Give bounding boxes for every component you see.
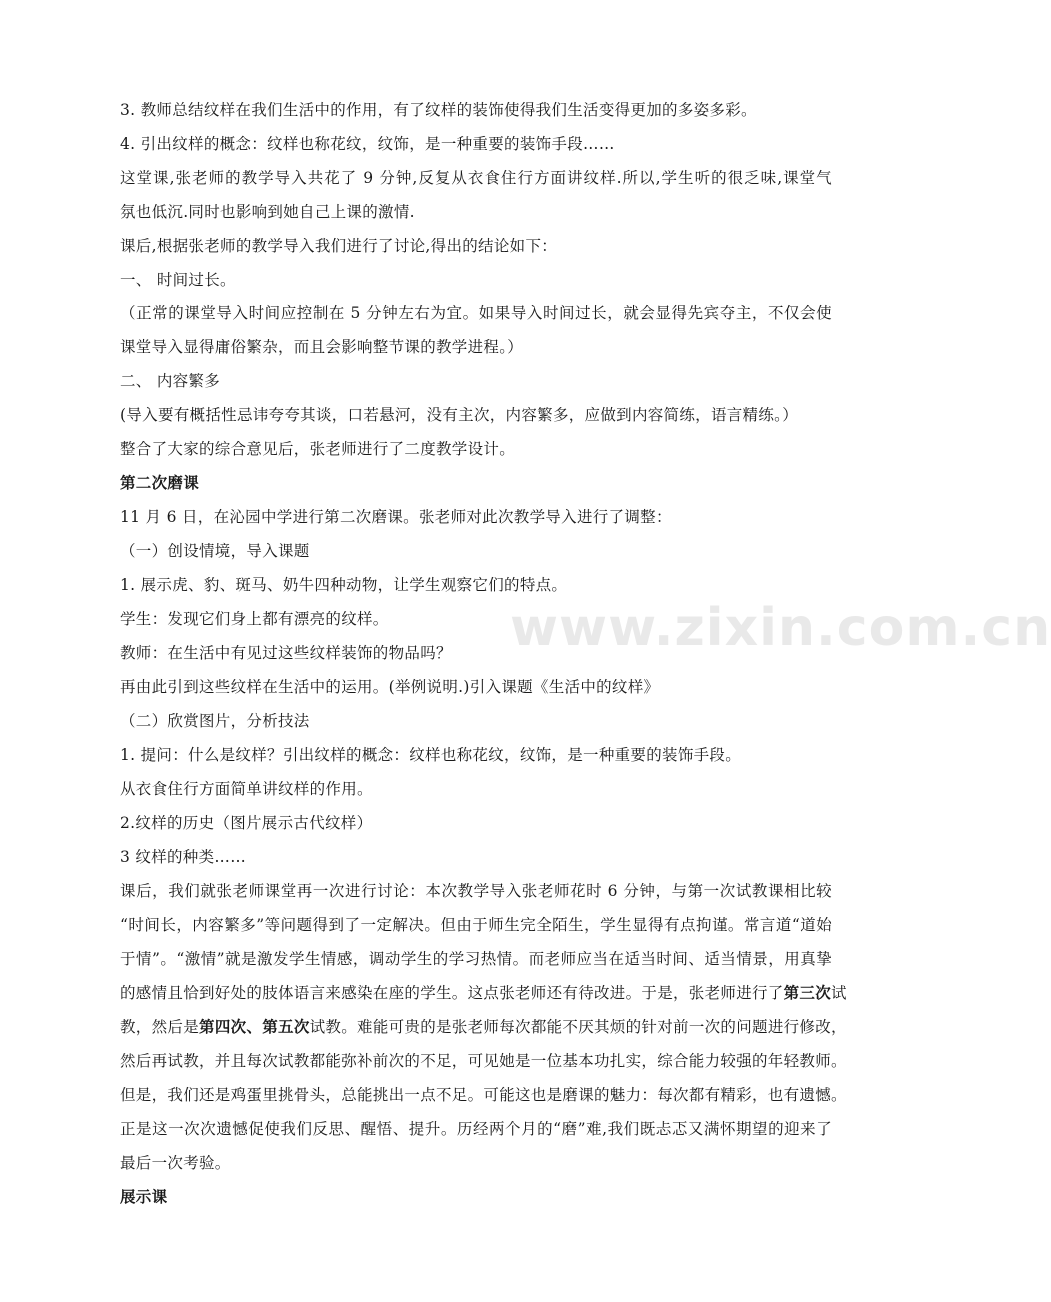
text-line: 最后一次考验。 xyxy=(120,1154,231,1172)
text-run: 试教。难能可贵的是张老师每次都能不厌其烦的针对前一次的问题进行修改， xyxy=(309,1018,847,1036)
section-heading: 展示课 xyxy=(120,1187,168,1206)
text-line: 课后,根据张老师的教学导入我们进行了讨论,得出的结论如下： xyxy=(120,237,558,255)
text-line: (导入要有概括性忌讳夸夸其谈，口若悬河，没有主次，内容繁多，应做到内容简练，语言精练。） xyxy=(120,406,798,424)
list-heading: 一、 时间过长。 xyxy=(120,271,236,289)
section-heading: 第二次磨课 xyxy=(120,473,200,492)
text-line xyxy=(120,1017,847,1037)
text-line: 课后，我们就张老师课堂再一次进行讨论：本次教学导入张老师花时 6 分钟，与第一次试教课相比较 xyxy=(120,882,832,900)
text-line: 然后再试教，并且每次试教都能弥补前次的不足，可见她是一位基本功扎实，综合能力较强的年轻教师。 xyxy=(120,1052,847,1070)
text-run: 的感情且恰到好处的肢体语言来感染在座的学生。这点张老师还有待改进。于是，张老师进行了 xyxy=(120,984,784,1002)
text-line: 整合了大家的综合意见后，张老师进行了二度教学设计。 xyxy=(120,440,516,458)
text-line: 从衣食住行方面简单讲纹样的作用。 xyxy=(120,780,373,798)
text-line: 于情”。“激情”就是激发学生情感，调动学生的学习热情。而老师应当在适当时间、适当情景，用真挚 xyxy=(120,950,832,968)
list-heading: 二、 内容繁多 xyxy=(120,372,221,390)
bold-run: 第三次 xyxy=(783,983,832,1002)
text-line: 1. 提问：什么是纹样？引出纹样的概念：纹样也称花纹，纹饰，是一种重要的装饰手段。 xyxy=(120,746,742,764)
text-line: 11 月 6 日，在沁园中学进行第二次磨课。张老师对此次教学导入进行了调整： xyxy=(120,508,672,526)
text-line: （一）创设情境，导入课题 xyxy=(120,542,310,560)
text-line: 正是这一次次遗憾促使我们反思、醒悟、提升。历经两个月的“磨”难,我们既忐忑又满怀期望的迎来了 xyxy=(120,1120,832,1138)
text-line: 氛也低沉.同时也影响到她自己上课的激情. xyxy=(120,203,415,221)
text-line: 2.纹样的历史（图片展示古代纹样） xyxy=(120,814,373,832)
text-line: 4. 引出纹样的概念：纹样也称花纹，纹饰，是一种重要的装饰手段…… xyxy=(120,135,615,153)
text-line xyxy=(120,983,847,1003)
text-line: 教师：在生活中有见过这些纹样装饰的物品吗？ xyxy=(120,644,452,662)
text-line: （正常的课堂导入时间应控制在 5 分钟左右为宜。如果导入时间过长，就会显得先宾夺主，不仅会使 xyxy=(120,304,832,322)
text-line: 3 纹样的种类…… xyxy=(120,848,246,866)
text-line: （二）欣赏图片，分析技法 xyxy=(120,712,310,730)
text-run: 试 xyxy=(831,984,847,1002)
text-line: 再由此引到这些纹样在生活中的运用。(举例说明.)引入课题《生活中的纹样》 xyxy=(120,678,660,696)
watermark: www.zixin.com.cn xyxy=(510,598,1051,658)
bold-run: 第四次、第五次 xyxy=(199,1017,310,1036)
text-line: 3. 教师总结纹样在我们生活中的作用，有了纹样的装饰使得我们生活变得更加的多姿多彩。 xyxy=(120,101,757,119)
text-line: “时间长，内容繁多”等问题得到了一定解决。但由于师生完全陌生，学生显得有点拘谨。常言道“道始 xyxy=(120,916,832,934)
text-line: 课堂导入显得庸俗繁杂，而且会影响整节课的教学进程。） xyxy=(120,338,524,356)
text-line: 这堂课,张老师的教学导入共花了 9 分钟,反复从衣食住行方面讲纹样.所以,学生听的很乏味,课堂气 xyxy=(120,169,832,187)
text-run: 教，然后是 xyxy=(120,1018,200,1036)
text-line: 学生：发现它们身上都有漂亮的纹样。 xyxy=(120,610,389,628)
text-line: 1. 展示虎、豹、斑马、奶牛四种动物，让学生观察它们的特点。 xyxy=(120,576,568,594)
text-line: 但是，我们还是鸡蛋里挑骨头，总能挑出一点不足。可能这也是磨课的魅力：每次都有精彩，也有遗憾。 xyxy=(120,1086,847,1104)
